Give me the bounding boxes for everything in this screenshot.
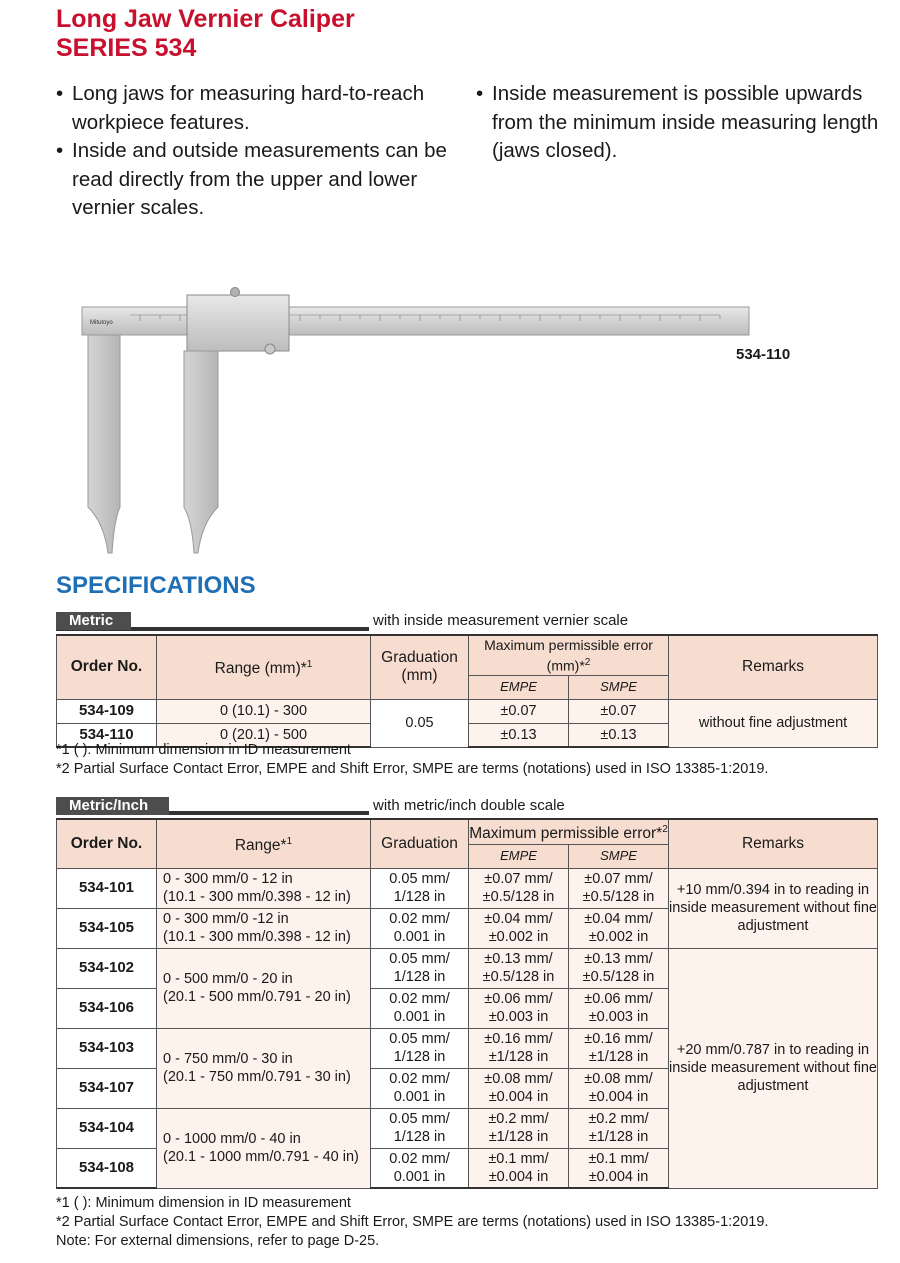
series-title: SERIES 534 xyxy=(56,34,197,62)
col-header-remarks: Remarks xyxy=(669,819,878,868)
col-header-order: Order No. xyxy=(57,819,157,868)
table-row: 534-106 0.02 mm/ 0.001 in ±0.06 mm/ ±0.003 in ±0.06 mm/ ±0.003 in xyxy=(57,988,878,1028)
metric-notes xyxy=(56,741,768,779)
col-header-mpe: Maximum permissible error (mm)*$^2$ xyxy=(469,635,669,675)
col-header-smpe: SMPE xyxy=(569,675,669,699)
model-label: 534-110 xyxy=(736,346,791,363)
table-row: 534-103 0 - 750 mm/0 - 30 in (20.1 - 750 mm/0.791 - 30 in) 0.05 mm/ 1/128 in ±0.16 mm/ ±1/128 in ±0.16 mm/ ±1/128 in xyxy=(57,1028,878,1068)
table-row: 534-105 0 - 300 mm/0 -12 in (10.1 - 300 mm/0.398 - 12 in) 0.02 mm/ 0.001 in ±0.04 mm/ ±0.002 in ±0.04 mm/ ±0.002 in xyxy=(57,908,878,948)
col-header-graduation: Graduation (mm) xyxy=(371,635,469,699)
table-row: 534-107 0.02 mm/ 0.001 in ±0.08 mm/ ±0.004 in ±0.08 mm/ ±0.004 in xyxy=(57,1068,878,1108)
remarks-cell: +20 mm/0.787 in to reading in inside measurement without fine adjustment xyxy=(669,948,878,1188)
col-header-empe: EMPE xyxy=(469,844,569,868)
specifications-heading: SPECIFICATIONS xyxy=(56,572,256,599)
metric-tab: Metric xyxy=(56,612,131,630)
remarks-cell: +10 mm/0.394 in to reading in inside measurement without fine adjustment xyxy=(669,868,878,948)
metric-caption: with inside measurement vernier scale xyxy=(373,612,629,629)
metric-spec-table xyxy=(56,634,878,748)
col-header-smpe: SMPE xyxy=(569,844,669,868)
feature-item: • Inside and outside measurements can be read directly from the upper and lower vernier scales. xyxy=(56,137,456,223)
feature-item: • Long jaws for measuring hard-to-reach workpiece features. xyxy=(56,80,456,137)
footnote: *1 ( ): Minimum dimension in ID measurement xyxy=(56,1195,351,1211)
brand-logo: Mitutoyo xyxy=(90,320,113,326)
footnote: *2 Partial Surface Contact Error, EMPE and Shift Error, SMPE are terms (notations) used in ISO 13385-1:2019. xyxy=(56,1214,769,1230)
feature-list-left xyxy=(56,80,456,223)
metric-inch-notes xyxy=(56,1194,768,1251)
col-header-graduation: Graduation xyxy=(371,819,469,868)
table-row: 534-102 0 - 500 mm/0 - 20 in (20.1 - 500 mm/0.791 - 20 in) 0.05 mm/ 1/128 in ±0.13 mm/ ±0.5/128 in ±0.13 mm/ ±0.5/128 in +20 mm/0.787 in to reading in inside measurement without fine adjustment xyxy=(57,948,878,988)
table-row: 534-108 0.02 mm/ 0.001 in ±0.1 mm/ ±0.004 in ±0.1 mm/ ±0.004 in xyxy=(57,1148,878,1188)
col-header-mpe: Maximum permissible error*$^2$ xyxy=(469,819,669,844)
col-header-remarks: Remarks xyxy=(669,635,878,699)
footnote: *1 ( ): Minimum dimension in ID measurement xyxy=(56,742,351,758)
metric-inch-tab: Metric/Inch xyxy=(56,797,169,815)
footnote: *2 Partial Surface Contact Error, EMPE and Shift Error, SMPE are terms (notations) used in ISO 13385-1:2019. xyxy=(56,761,769,777)
table-row: 534-109 0 (10.1) - 300 0.05 ±0.07 ±0.07 without fine adjustment xyxy=(57,699,878,723)
col-header-range: Range (mm)*$^1$ xyxy=(157,635,371,699)
metric-inch-spec-table xyxy=(56,818,878,1189)
table-row: 534-110 0 (20.1) - 500 ±0.13 ±0.13 xyxy=(57,723,878,747)
table-row: 534-104 0 - 1000 mm/0 - 40 in (20.1 - 1000 mm/0.791 - 40 in) 0.05 mm/ 1/128 in ±0.2 mm/ ±1/128 in ±0.2 mm/ ±1/128 in xyxy=(57,1108,878,1148)
col-header-order: Order No. xyxy=(57,635,157,699)
feature-list-right xyxy=(476,80,886,166)
table-row: 534-101 0 - 300 mm/0 - 12 in (10.1 - 300 mm/0.398 - 12 in) 0.05 mm/ 1/128 in ±0.07 mm/ ±0.5/128 in ±0.07 mm/ ±0.5/128 in +10 mm/0.394 in to reading in inside measurement without fine adjustment xyxy=(57,868,878,908)
caliper-image xyxy=(80,285,780,560)
feature-item: • Inside measurement is possible upwards from the minimum inside measuring length (jaws closed). xyxy=(476,80,886,166)
col-header-empe: EMPE xyxy=(469,675,569,699)
page-title: Long Jaw Vernier Caliper xyxy=(56,5,355,33)
metric-inch-caption: with metric/inch double scale xyxy=(373,797,565,814)
footnote: Note: For external dimensions, refer to page D-25. xyxy=(56,1233,380,1249)
col-header-range: Range*$^1$ xyxy=(157,819,371,868)
